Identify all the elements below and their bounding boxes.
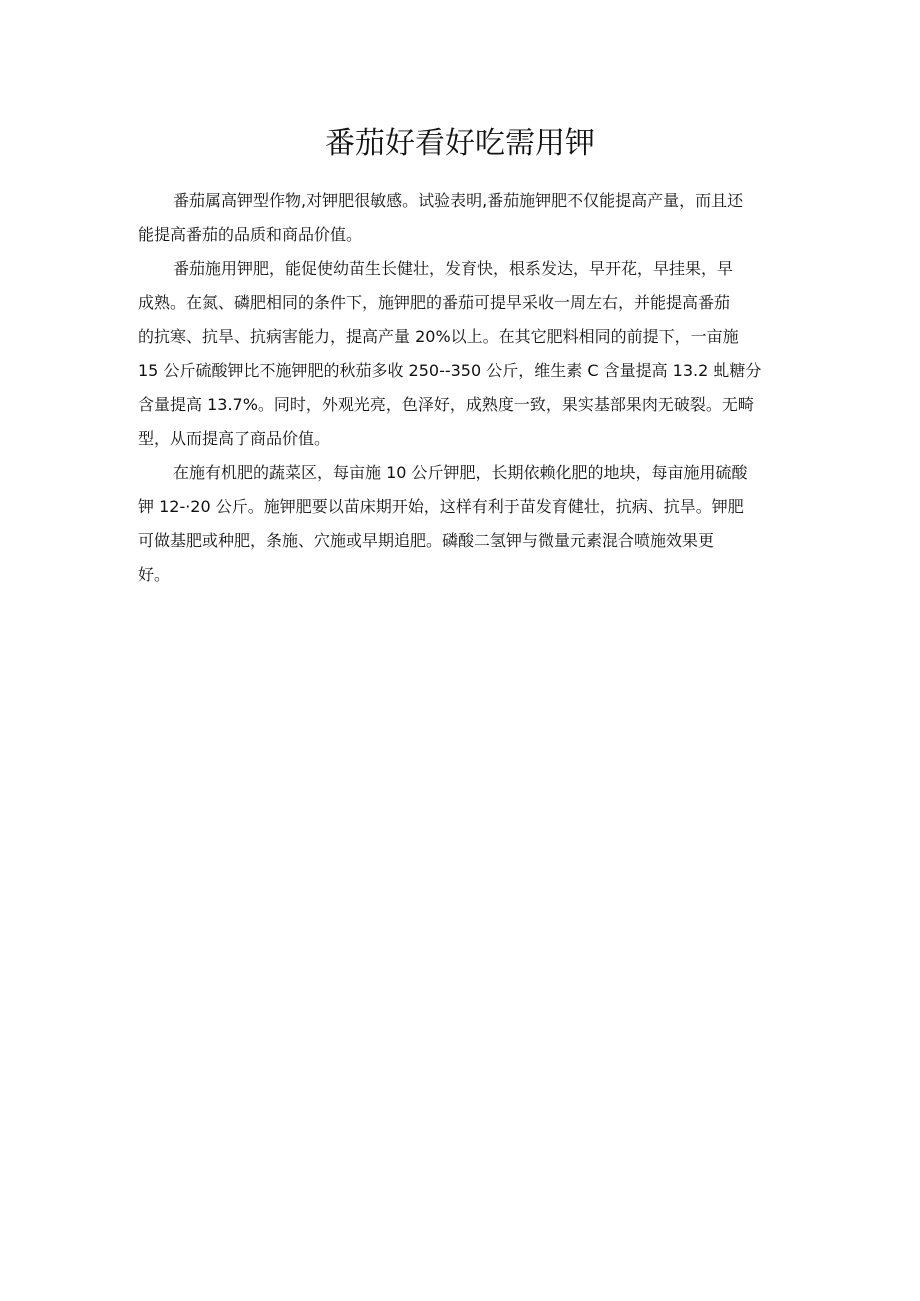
paragraph-1 [138, 184, 780, 252]
paragraph-line: 成熟。在氮、磷肥相同的条件下，施钾肥的番茄可提早采收一周左右，并能提高番茄 [138, 293, 731, 312]
paragraph-line: 番茄施用钾肥，能促使幼苗生长健壮，发育快，根系发达，早开花，早挂果，早 [173, 259, 734, 278]
paragraph-line: 能提高番茄的品质和商品价值。 [138, 225, 363, 244]
paragraph-line: 可做基肥或种肥，条施、穴施或早期追肥。磷酸二氢钾与微量元素混合喷施效果更 [138, 531, 715, 550]
paragraph-line: 好。 [138, 565, 171, 584]
paragraph-line: 15 公斤硫酸钾比不施钾肥的秋茄多收 250--350 公斤，维生素 C 含量提高 13.2 虬糖分 [138, 361, 762, 380]
paragraph-3 [138, 456, 780, 592]
paragraph-line: 型，从而提高了商品价值。 [138, 429, 331, 448]
paragraph-line: 在施有机肥的蔬菜区，每亩施 10 公斤钾肥，长期依赖化肥的地块，每亩施用硫酸 [173, 463, 748, 482]
paragraph-line: 的抗寒、抗旱、抗病害能力，提高产量 20%以上。在其它肥料相同的前提下，一亩施 [138, 327, 739, 346]
document-body [138, 184, 780, 592]
document-title: 番茄好看好吃需用钾 [325, 126, 595, 161]
paragraph-line: 番茄属高钾型作物,对钾肥很敏感。试验表明,番茄施钾肥不仅能提高产量，而且还 [173, 191, 744, 210]
paragraph-2 [138, 252, 780, 456]
paragraph-line: 钾 12-·20 公斤。施钾肥要以苗床期开始，这样有利于苗发育健壮，抗病、抗旱。钾肥 [138, 497, 744, 516]
paragraph-line: 含量提高 13.7%。同时，外观光亮，色泽好，成熟度一致，果实基部果肉无破裂。无畸 [138, 395, 754, 414]
